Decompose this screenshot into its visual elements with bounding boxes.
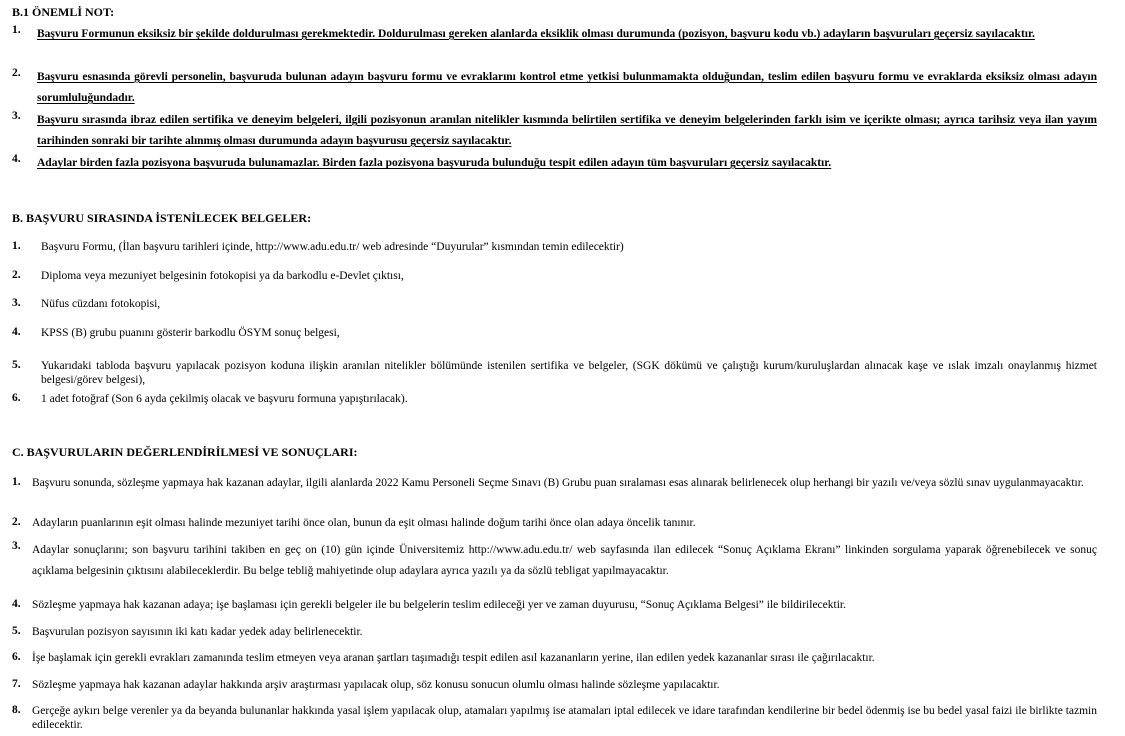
list-item xyxy=(12,625,1097,639)
item-text: Sözleşme yapmaya hak kazanan adaylar hakkında arşiv araştırması yapılacak olup, söz konusu sonucun olumlu olması halinde sözleşme yapılacaktır. xyxy=(32,679,720,691)
item-text: Başvuru Formu, (İlan başvuru tarihleri içinde, http://www.adu.edu.tr/ web adresinde “Duyurular” kısmından temin edilecektir) xyxy=(41,241,624,253)
item-number: 6. xyxy=(12,392,21,404)
item-text: Gerçeğe aykırı belge verenler ya da beyanda bulunanlar hakkında yasal işlem yapılacak olup, atamaları yapılmış ise atamaları iptal edilecek ve idare tarafından kendilerine bir bedel ödenmiş ise bu bedel yasal faizi ile birlikte tazmin edilecektir. xyxy=(32,705,1097,731)
item-number: 1. xyxy=(12,240,21,252)
item-number: 1. xyxy=(12,24,21,36)
item-number: 4. xyxy=(12,326,21,338)
list-item xyxy=(12,651,1097,665)
item-text: 1 adet fotoğraf (Son 6 ayda çekilmiş olacak ve başvuru formuna yapıştırılacak). xyxy=(41,393,408,405)
item-text: Başvurulan pozisyon sayısının iki katı kadar yedek aday belirlenecektir. xyxy=(32,626,363,638)
item-number: 3. xyxy=(12,110,21,122)
item-number: 4. xyxy=(12,598,21,610)
item-number: 7. xyxy=(12,678,21,690)
list-item xyxy=(12,516,1097,530)
item-number: 5. xyxy=(12,359,21,371)
item-number: 6. xyxy=(12,651,21,663)
list-item xyxy=(12,297,1097,311)
item-number: 3. xyxy=(12,297,21,309)
item-number: 8. xyxy=(12,704,21,716)
list-item xyxy=(12,240,1097,254)
list-item xyxy=(12,704,1097,732)
item-text: Sözleşme yapmaya hak kazanan adaya; işe başlaması için gerekli belgeler ile bu belgelerin teslim edileceği yer ve zaman duyurusu, “Sonuç Açıklama Belgesi” ile bildirilecektir. xyxy=(32,599,846,611)
item-text: Başvuru sonunda, sözleşme yapmaya hak kazanan adaylar, ilgili alanlarda 2022 Kamu Personeli Seçme Sınavı (B) Grubu puan sıralaması esas alınarak belirlenecek olup herhangi bir yazılı ve/veya sözlü sınav uygulanmayacaktır. xyxy=(32,477,1084,489)
list-item xyxy=(12,326,1097,340)
list-item xyxy=(12,153,1097,174)
item-text: Adayların puanlarının eşit olması halinde mezuniyet tarihi önce olan, bunun da eşit olması halinde doğum tarihi önce olan adaya öncelik tanınır. xyxy=(32,517,696,529)
section-b-heading: B. BAŞVURU SIRASINDA İSTENİLECEK BELGELER: xyxy=(12,211,312,225)
item-text: Başvuru Formunun eksiksiz bir şekilde doldurulması gerekmektedir. Doldurulması gereken alanlarda eksiklik olması durumunda (pozisyon, başvuru kodu vb.) adayların başvuruları geçersiz sayılacaktır. xyxy=(37,28,1035,40)
item-number: 5. xyxy=(12,625,21,637)
item-text: Yukarıdaki tabloda başvuru yapılacak pozisyon koduna ilişkin aranılan nitelikler bölümünde istenilen sertifika ve belgeler, (SGK dökümü ve çalıştığı kurum/kuruluşlardan alınacak kaşe ve ıslak imzalı onaylanmış hizmet belgesi/görev belgesi), xyxy=(41,360,1097,386)
section-c-heading: C. BAŞVURULARIN DEĞERLENDİRİLMESİ VE SONUÇLARI: xyxy=(12,445,358,459)
list-item xyxy=(12,24,1097,45)
item-text: Başvuru sırasında ibraz edilen sertifika ve deneyim belgeleri, ilgili pozisyonun aranılan nitelikler kısmında belirtilen sertifika ve deneyim belgelerinden farklı isim ve içerikte olması; ayrıca tarihsiz veya ilan yayım tarihinden sonraki bir tarihte alınmış olması durumunda adayın başvurusu geçersiz sayılacaktır. xyxy=(37,114,1097,147)
section-b1-heading: B.1 ÖNEMLİ NOT: xyxy=(12,5,115,19)
item-number: 3. xyxy=(12,540,21,552)
list-item xyxy=(12,269,1097,283)
item-text: Nüfus cüzdanı fotokopisi, xyxy=(41,298,161,310)
item-number: 2. xyxy=(12,516,21,528)
list-item xyxy=(12,678,1097,692)
item-text: Diploma veya mezuniyet belgesinin fotokopisi ya da barkodlu e-Devlet çıktısı, xyxy=(41,270,404,282)
item-text: Adaylar sonuçlarını; son başvuru tarihini takiben en geç on (10) gün içinde Üniversitemiz http://www.adu.edu.tr/ web sayfasında ilan edilecek “Sonuç Açıklama Ekranı” linkinden sorgulama yaparak öğrenebilecek ve sonuç açıklama belgesinin çıktısını alabileceklerdir. Bu belge tebliğ mahiyetinde olup adaylara ayrıca yazılı ya da sözlü tebligat yapılmayacaktır. xyxy=(32,544,1097,577)
item-number: 2. xyxy=(12,67,21,79)
list-item xyxy=(12,598,1097,612)
item-text: İşe başlamak için gerekli evrakları zamanında teslim etmeyen veya aranan şartları taşımadığı tespit edilen asıl kazananların yerine, ilan edilen yedek kazananlar sırası ile çağırılacaktır. xyxy=(32,652,875,664)
item-number: 2. xyxy=(12,269,21,281)
list-item xyxy=(12,392,1097,406)
item-number: 1. xyxy=(12,476,21,488)
item-number: 4. xyxy=(12,153,21,165)
list-item xyxy=(12,67,1097,109)
list-item xyxy=(12,359,1097,387)
list-item xyxy=(12,110,1097,152)
list-item xyxy=(12,540,1097,582)
item-text: Başvuru esnasında görevli personelin, başvuruda bulunan adayın başvuru formu ve evraklarını kontrol etme yetkisi bulunmamakta olduğundan, teslim edilen başvuru formu ve evraklarda eksiksiz olması adayın sorumluluğundadır. xyxy=(37,71,1097,104)
item-text: KPSS (B) grubu puanını gösterir barkodlu ÖSYM sonuç belgesi, xyxy=(41,327,340,339)
list-item xyxy=(12,476,1097,490)
item-text: Adaylar birden fazla pozisyona başvuruda bulunamazlar. Birden fazla pozisyona başvuruda bulunduğu tespit edilen adayın tüm başvuruları geçersiz sayılacaktır. xyxy=(37,157,832,169)
